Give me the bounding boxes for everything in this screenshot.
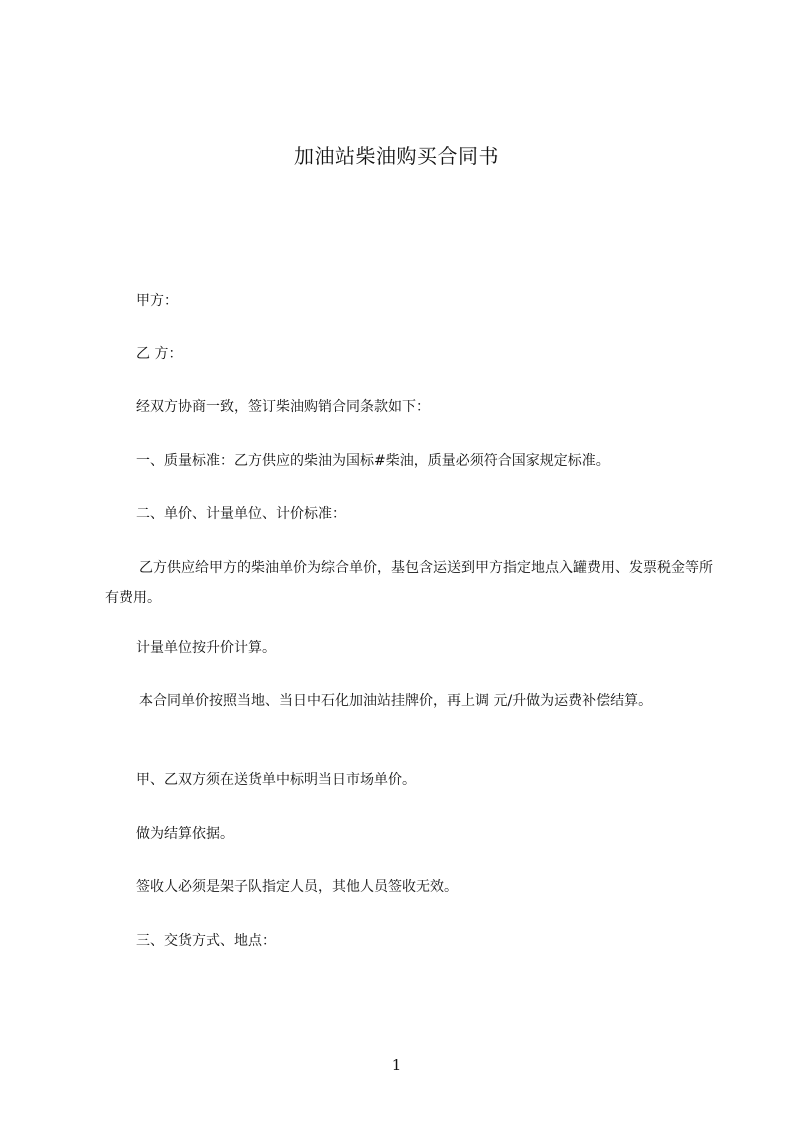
clause-2-delivery-note-price: 甲、乙双方须在送货单中标明当日市场单价。 (136, 772, 416, 788)
document-title: 加油站柴油购买合同书 (294, 144, 499, 168)
page-number: 1 (391, 1056, 402, 1074)
intro-paragraph: 经双方协商一致，签订柴油购销合同条款如下： (136, 399, 430, 415)
clause-2-unit-price-paragraph: 乙方供应给甲方的柴油单价为综合单价，基包含运送到甲方指定地点入罐费用、发票税金等所有费用。 (105, 560, 713, 606)
clause-2-settlement-basis: 做为结算依据。 (136, 826, 234, 842)
party-b-line: 乙 方： (136, 346, 183, 362)
clause-3-heading: 三、交货方式、地点： (136, 933, 276, 949)
clause-2-pricing-basis-paragraph: 本合同单价按照当地、当日中石化加油站挂牌价，再上调 元/升做为运费补偿结算。 (139, 693, 653, 709)
clause-2-measurement-unit: 计量单位按升价计算。 (136, 640, 276, 656)
party-a-line: 甲方： (136, 293, 178, 309)
clause-2-signatory-rule: 签收人必须是架子队指定人员，其他人员签收无效。 (136, 879, 458, 895)
clause-2-heading: 二、单价、计量单位、计价标准： (136, 506, 346, 522)
clause-1-quality-standard: 一、质量标准：乙方供应的柴油为国标#柴油，质量必须符合国家规定标准。 (136, 453, 610, 469)
